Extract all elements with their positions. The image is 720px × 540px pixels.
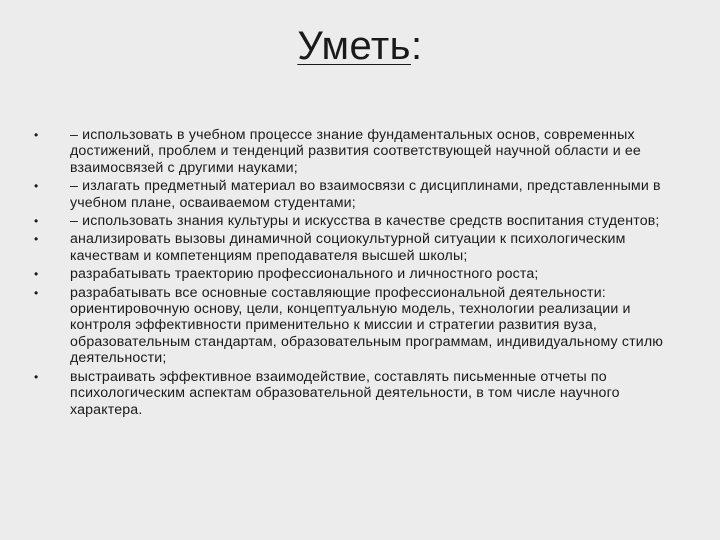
list-item	[34, 285, 684, 367]
bullet-icon: •	[34, 128, 39, 142]
list-item-text: – излагать предметный материал во взаимосвязи с дисциплинами, представленными в учебном плане, осваиваемом студентами;	[70, 178, 661, 211]
list-item	[34, 213, 684, 229]
slide-title-text: Уметь	[297, 24, 412, 68]
bullet-icon: •	[34, 285, 39, 300]
list-item-text: – использовать в учебном процессе знание фундаментальных основ, современных достижений, проблем и тенденций развития соответствующей научной области и ее взаимосвязей с другими науками;	[70, 127, 641, 176]
bullet-icon: •	[34, 232, 39, 247]
list-item-text: разрабатывать все основные составляющие профессиональной деятельности: ориентировочную основу, цели, концептуальную модель, технологии реализации и контроля эффективности применительно к миссии и стратегии развития вуза, образовательным стандартам, образовательным программам, индивидуальному стилю деятельности;	[70, 284, 664, 367]
list-item-text: выстраивать эффективное взаимодействие, составлять письменные отчеты по психологическим аспектам образовательной деятельности, в том числе научного характера.	[70, 368, 620, 418]
bullet-icon: •	[34, 214, 39, 229]
list-item	[34, 266, 684, 282]
slide-title-colon: :	[411, 24, 423, 68]
bullet-icon: •	[34, 179, 39, 194]
list-item	[34, 369, 684, 418]
list-item	[34, 127, 684, 176]
slide-title	[0, 22, 720, 70]
list-item	[34, 178, 684, 211]
list-item-text: – использовать знания культуры и искусства в качестве средств воспитания студентов;	[70, 213, 660, 230]
bullet-icon: •	[34, 369, 39, 384]
bullet-list	[34, 127, 684, 420]
list-item	[34, 231, 684, 264]
list-item-text: анализировать вызовы динамичной социокультурной ситуации к психологическим качествам и компетенциям преподавателя высшей школы;	[70, 231, 626, 264]
bullet-icon: •	[34, 267, 39, 282]
list-item-text: разрабатывать траекторию профессионального и личностного роста;	[70, 266, 539, 283]
